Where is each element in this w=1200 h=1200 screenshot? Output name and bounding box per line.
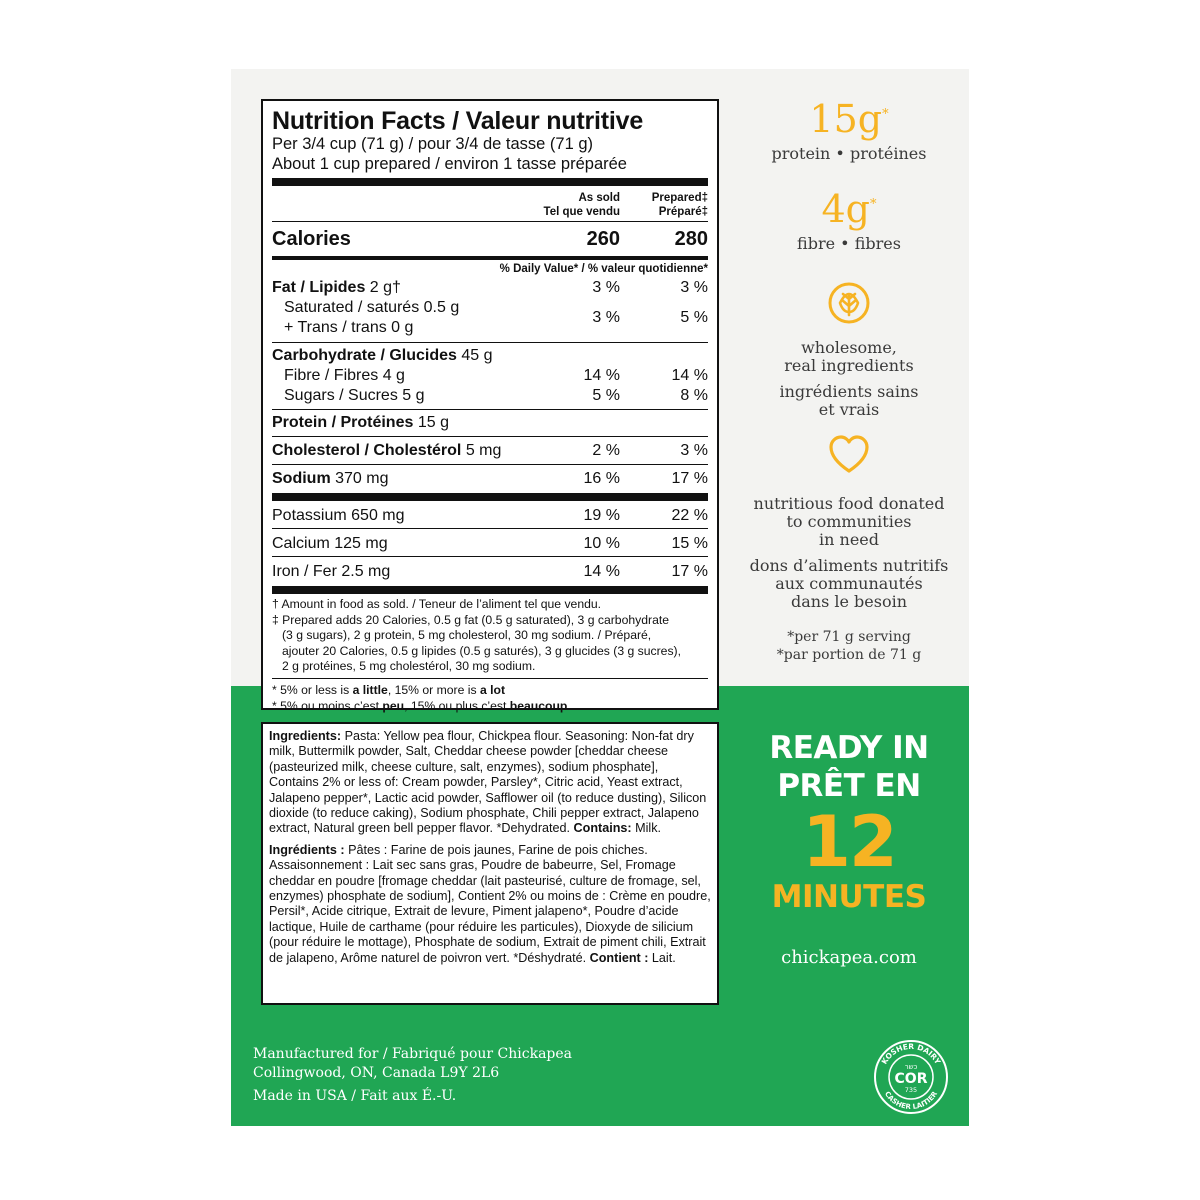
dv-sold: 3 % [592, 279, 620, 296]
nutrient-amount: 2 g† [365, 279, 401, 296]
dv-sold: 2 % [592, 442, 620, 459]
heart-icon [827, 433, 871, 477]
nutrient-name: Iron / Fer 2.5 mg [272, 563, 391, 580]
leaf-icon [827, 281, 871, 325]
dv-sold: 5 % [592, 387, 620, 404]
svg-text:CASHER LAITIER: CASHER LAITIER [882, 1090, 940, 1112]
dv-prepared: 17 % [671, 563, 708, 580]
table-row [272, 437, 708, 464]
fibre-value: 4g [821, 187, 870, 231]
ready-in-text: READY IN [769, 730, 929, 766]
nutrient-amount: 45 g [456, 347, 493, 364]
minutes-number: 12 [802, 801, 896, 883]
nutrient-amount: 370 mg [330, 470, 389, 487]
nutrition-facts-table [261, 99, 719, 713]
protein-highlight: 15g* protein • protéines [729, 99, 969, 163]
footnote-prepared: ajouter 20 Calories, 0.5 g lipides (0.5 g saturés), 3 g glucides (3 g sucres), [282, 643, 682, 658]
table-row [272, 557, 708, 584]
dv-sold: 10 % [583, 535, 620, 552]
ingredients-en: Ingredients: Pasta: Yellow pea flour, Chickpea flour. Seasoning: Non-fat dry milk, Buttermilk powder, Salt, Cheddar cheese powder [cheddar cheese (pasteurized milk, cheese culture, salt, enzymes), sodium phosphate], Contains 2% or less of: Cream powder, Parsley*, Citric acid, Yeast extract, Jalapeno pepper*, Lactic acid powder, Safflower oil (to reduce dusting), Silicon dioxide (to reduce caking), Sodium phosphate, Chili pepper extract, Jalapeno extract, Natural green bell pepper flavor. *Dehydrated. Contains: Milk. [269, 729, 707, 836]
wholesome-highlight: wholesome, real ingredients ingrédients sains et vrais [729, 281, 969, 419]
dv-sold: 16 % [583, 470, 620, 487]
pret-en-text: PRÊT EN [777, 768, 921, 804]
dv-prepared: 14 % [671, 367, 708, 384]
calories-label: Calories [272, 227, 351, 250]
protein-label: protein • protéines [771, 144, 927, 163]
footnote-prepared: 2 g protéines, 5 mg cholestérol, 30 mg sodium. [282, 659, 536, 674]
nutrient-name: Cholesterol / Cholestérol [272, 442, 462, 459]
svg-text:735: 735 [904, 1086, 918, 1094]
table-row [272, 501, 708, 528]
nutrient-name: Potassium 650 mg [272, 507, 405, 524]
nutrient-name: + Trans / trans 0 g [284, 319, 414, 336]
serving-size: Per 3/4 cup (71 g) / pour 3/4 de tasse (71 g) [272, 135, 594, 153]
daily-value-header: % Daily Value* / % valeur quotidienne* [499, 263, 708, 275]
nutrient-name: Fat / Lipides [272, 279, 366, 296]
minutes-text: MINUTES [771, 879, 927, 915]
col-prepare: Préparé‡ [658, 206, 708, 218]
footnotes [272, 594, 708, 675]
dv-prepared: 5 % [680, 309, 708, 326]
ready-in-badge [729, 729, 969, 917]
nutrient-name: Sodium [272, 470, 331, 487]
nutrient-name: Protein / Protéines [272, 414, 414, 431]
dv-sold: 19 % [583, 507, 620, 524]
dv-prepared: 3 % [680, 279, 708, 296]
table-row [272, 465, 708, 491]
nutrition-title: Nutrition Facts / Valeur nutritive [272, 107, 644, 135]
protein-value: 15g [809, 97, 883, 141]
nutrient-name: Fibre / Fibres 4 g [284, 367, 405, 384]
svg-text:COR: COR [894, 1071, 928, 1087]
dv-prepared: 8 % [680, 387, 708, 404]
ingredients-box [261, 722, 719, 1005]
column-headers [272, 186, 708, 221]
table-row [272, 346, 708, 366]
daily-value-legend [272, 679, 708, 714]
nutrient-amount: 15 g [413, 414, 449, 431]
dv-prepared: 15 % [671, 535, 708, 552]
col-prepared: Prepared‡ [651, 192, 708, 204]
table-row [272, 410, 708, 436]
table-row [272, 386, 708, 406]
nutrient-amount: 5 mg [461, 442, 502, 459]
serving-note: *per 71 g serving *par portion de 71 g [776, 629, 922, 663]
dv-legend-fr: * 5% ou moins c’est peu, 15% ou plus c’est beaucoup [272, 698, 568, 713]
website-link[interactable]: chickapea.com [781, 947, 917, 968]
calories-sold: 260 [586, 227, 620, 250]
nutrient-name: Saturated / saturés 0.5 g [284, 299, 460, 316]
dv-sold: 14 % [583, 563, 620, 580]
dv-prepared: 3 % [680, 442, 708, 459]
divider [272, 178, 708, 186]
footnote-prepared: ‡ Prepared adds 20 Calories, 0.5 g fat (0.5 g saturated), 3 g carbohydrate [272, 612, 670, 627]
fibre-label: fibre • fibres [797, 234, 901, 253]
nutrient-name: Sugars / Sucres 5 g [284, 387, 425, 404]
dv-sold: 14 % [583, 367, 620, 384]
svg-text:כשר: כשר [904, 1063, 918, 1071]
nutrient-name: Calcium 125 mg [272, 535, 388, 552]
manufacturer-info: Manufactured for / Fabriqué pour Chickapea Collingwood, ON, Canada L9Y 2L6 [253, 1046, 573, 1081]
divider [272, 342, 708, 343]
footnote-as-sold: † Amount in food as sold. / Teneur de l’aliment tel que vendu. [272, 597, 602, 611]
calories-prepared: 280 [674, 227, 708, 250]
fibre-highlight: 4g* fibre • fibres [729, 189, 969, 253]
dv-prepared: 17 % [671, 470, 708, 487]
made-in: Made in USA / Fait aux É.-U. [253, 1088, 457, 1104]
table-row [272, 298, 708, 338]
divider [272, 586, 708, 594]
divider [272, 493, 708, 501]
donation-highlight: nutritious food donated to communities in need dons d’aliments nutritifs aux communautés dans le besoin [729, 433, 969, 611]
dv-legend-en: * 5% or less is a little, 15% or more is a lot [272, 682, 506, 697]
table-row [272, 278, 708, 298]
svg-text:KOSHER DAIRY: KOSHER DAIRY [879, 1041, 943, 1066]
dv-sold: 3 % [592, 309, 620, 326]
col-as-sold: As sold [578, 192, 620, 204]
calories-row [272, 222, 708, 256]
nutrient-name: Carbohydrate / Glucides [272, 347, 457, 364]
footnote-prepared: (3 g sugars), 2 g protein, 5 mg cholesterol, 30 mg sodium. / Préparé, [282, 628, 652, 643]
kosher-seal-icon [873, 1039, 949, 1115]
ingredients-fr: Ingrédients : Pâtes : Farine de pois jaunes, Farine de pois chiches. Assaisonnement : Lait sec sans gras, Poudre de babeurre, Sel, Fromage cheddar en poudre [fromage cheddar (lait pasteurisé, culture de fromage, sel, enzymes) phosphate de sodium], Contient 2% ou moins de : Crème en poudre, Persil*, Acide citrique, Extrait de levure, Piment jalapeno*, Poudre d’acide lactique, Huile de carthame (pour réduire les particules), Dioxyde de silicium (pour réduire le mottage), Phosphate de sodium, Extrait de piment chili, Extrait de jalapeno, Arôme naturel de poivron vert. *Déshydraté. Contient : Lait. [269, 842, 711, 965]
package-back-panel [231, 69, 969, 1126]
dv-prepared: 22 % [671, 507, 708, 524]
col-tel-que-vendu: Tel que vendu [543, 206, 620, 218]
table-row [272, 366, 708, 386]
serving-prepared: About 1 cup prepared / environ 1 tasse préparée [272, 154, 627, 173]
table-row [272, 529, 708, 556]
